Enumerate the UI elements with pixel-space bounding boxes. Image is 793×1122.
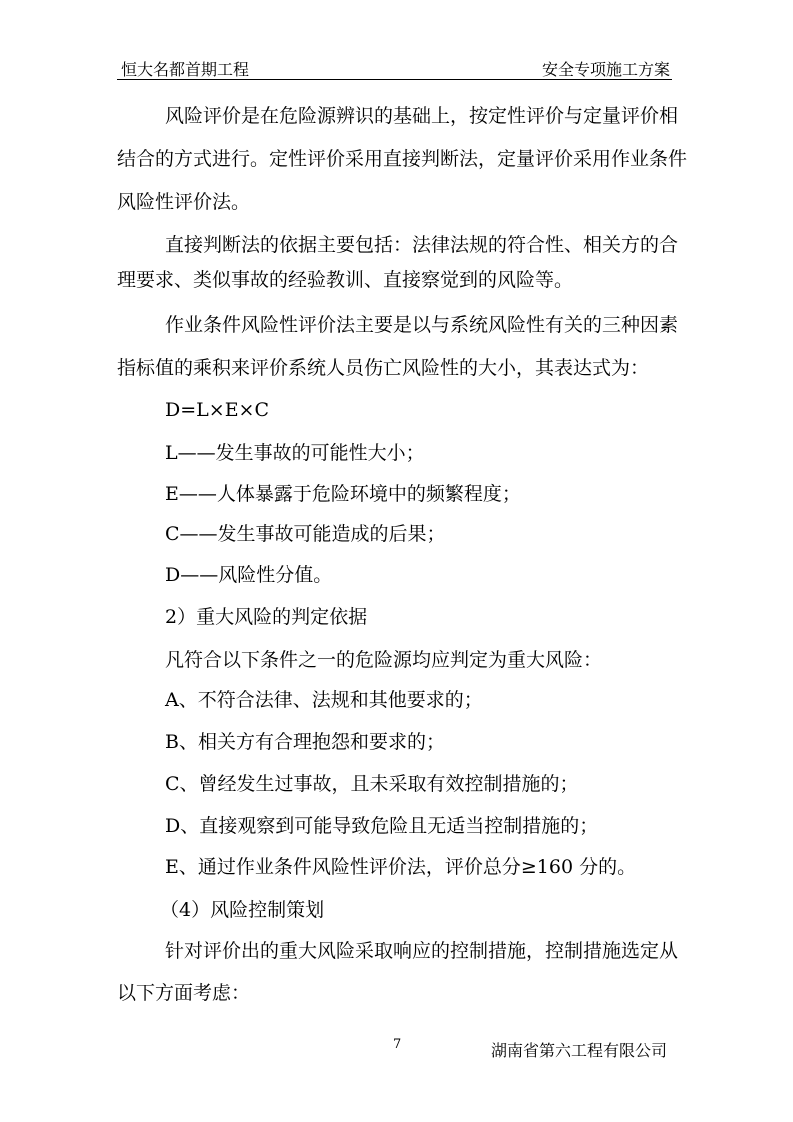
condition-item: A、不符合法律、法规和其他要求的； [165,689,483,711]
paragraph-line: 理要求、类似事故的经验教训、直接察觉到的风险等。 [117,269,574,291]
condition-item: D、直接观察到可能导致危险且无适当控制措施的； [165,815,599,837]
footer-company-name: 湖南省第六工程有限公司 [490,1041,667,1060]
condition-item: B、相关方有合理抱怨和要求的； [165,731,445,753]
definition-item: L——发生事故的可能性大小； [165,442,425,464]
definition-item: C——发生事故可能造成的后果； [165,523,446,545]
paragraph-line: 风险评价是在危险源辨识的基础上，按定性评价与定量评价相 [165,105,679,127]
section-heading: 2）重大风险的判定依据 [165,606,368,628]
paragraph-line: 作业条件风险性评价法主要是以与系统风险性有关的三种因素 [165,314,679,336]
condition-item: E、通过作业条件风险性评价法，评价总分≥160 分的。 [165,856,637,878]
definition-item: E——人体暴露于危险环境中的频繁程度； [165,483,521,505]
paragraph-line: 结合的方式进行。定性评价采用直接判断法，定量评价采用作业条件 [117,148,688,170]
paragraph-line: 风险性评价法。 [117,191,251,213]
paragraph-line: 以下方面考虑： [117,982,251,1004]
definition-item: D——风险性分值。 [165,564,333,586]
header-rule [117,79,672,80]
page-number: 7 [393,1037,402,1052]
section-heading: （4）风险控制策划 [160,899,325,921]
section-intro: 凡符合以下条件之一的危险源均应判定为重大风险： [165,649,603,671]
condition-item: C、曾经发生过事故，且未采取有效控制措施的； [165,773,579,795]
formula: D=L×E×C [165,399,270,421]
header-document-type: 安全专项施工方案 [541,60,670,79]
paragraph-line: 针对评价出的重大风险采取响应的控制措施，控制措施选定从 [165,940,679,962]
paragraph-line: 指标值的乘积来评价系统人员伤亡风险性的大小，其表达式为： [117,357,650,379]
header-project-name: 恒大名都首期工程 [121,60,250,79]
paragraph-line: 直接判断法的依据主要包括：法律法规的符合性、相关方的合 [165,234,679,256]
